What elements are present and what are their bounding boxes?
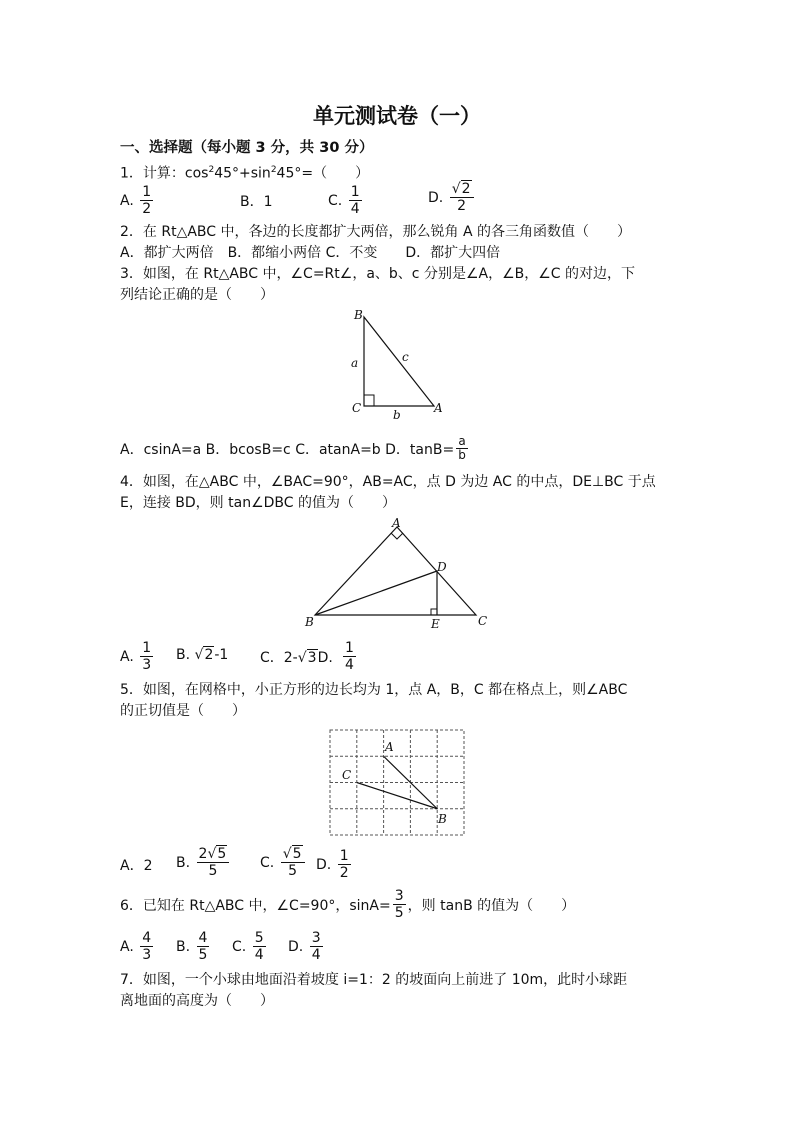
question-3-stem-line2: 列结论正确的是（ ）: [120, 287, 274, 303]
label-B: B: [305, 615, 314, 629]
question-3-figure: [340, 305, 460, 425]
question-4-figure: [300, 515, 500, 630]
segment-bd: [315, 571, 437, 615]
question-2-options: A．都扩大两倍 B．都缩小两倍 C．不变 D．都扩大四倍: [120, 245, 501, 261]
question-3-options: A．csinA=a B．bcosB=c C．atanA=b D．tanB= $\frac{a}{b}$: [120, 434, 466, 462]
question-6-option-b: B. $\frac{4}{5}$: [176, 930, 208, 963]
segment-cb: [357, 783, 437, 809]
right-angle-mark-e: [431, 609, 437, 615]
section-heading: 一、选择题（每小题 3 分，共 30 分）: [120, 140, 374, 156]
question-5-option-b: B. $\frac{2√5}{5}$: [176, 846, 231, 879]
label-A: A: [434, 401, 443, 415]
question-1-option-a: A. $\frac{1}{2}$: [120, 184, 152, 217]
question-7-stem-line1: 7．如图，一个小球由地面沿着坡度 i=1：2 的坡面向上前进了 10m，此时小球距: [120, 972, 628, 988]
label-C: C: [342, 768, 352, 782]
question-1-option-c: C. $\frac{1}{4}$: [328, 184, 360, 217]
label-A: A: [392, 516, 401, 530]
label-B: B: [438, 812, 447, 826]
label-D: D: [437, 560, 447, 574]
question-6-option-c: C. $\frac{5}{4}$: [232, 930, 264, 963]
question-5-option-d: D. $\frac{1}{2}$: [316, 848, 349, 881]
question-4-stem-line1: 4．如图，在△ABC 中，∠BAC=90°，AB=AC，点 D 为边 AC 的中点，DE⊥BC 于点: [120, 474, 656, 490]
label-c: c: [402, 350, 409, 364]
question-1-option-d: D. $\frac{√2}{2}$: [428, 181, 476, 214]
question-4-option-a: A. $\frac{1}{3}$: [120, 640, 152, 673]
label-E: E: [431, 617, 440, 631]
page-title: 单元测试卷（一）: [313, 103, 481, 128]
question-3-stem-line1: 3．如图，在 Rt△ABC 中，∠C=Rt∠，a、b、c 分别是∠A，∠B，∠C 的对边，下: [120, 266, 635, 282]
question-1-stem: 1．计算：$\cos^245^\circ+\sin^245^\circ=$（ ）: [120, 165, 370, 182]
question-5-option-c: C. $\frac{√5}{5}$: [260, 846, 307, 879]
question-6-stem: 6．已知在 Rt△ABC 中，∠C=90°，sinA= $\frac{3}{5}$ ，则 tanB 的值为（ ）: [120, 888, 576, 921]
question-5-figure: [325, 725, 475, 840]
right-triangle: [364, 317, 434, 406]
question-4-option-c: C．2-√3D.: [260, 650, 333, 666]
right-angle-mark: [364, 395, 374, 406]
triangle-abc: [315, 527, 476, 615]
question-2-stem: 2．在 Rt△ABC 中，各边的长度都扩大两倍，那么锐角 A 的各三角函数值（ ）: [120, 224, 631, 240]
label-a: a: [351, 356, 359, 370]
label-C: C: [478, 614, 488, 628]
question-4-option-d: $\frac{1}{4}$: [345, 640, 354, 673]
question-1-option-b: B．1: [240, 194, 273, 210]
label-C: C: [352, 401, 362, 415]
question-5-stem-line2: 的正切值是（ ）: [120, 703, 246, 719]
label-A: A: [385, 740, 394, 754]
question-6-option-a: A. $\frac{4}{3}$: [120, 930, 152, 963]
label-B: B: [354, 308, 363, 322]
question-4-option-b: B. √2-1: [176, 647, 229, 663]
question-7-stem-line2: 离地面的高度为（ ）: [120, 993, 274, 1009]
question-5-stem-line1: 5．如图，在网格中，小正方形的边长均为 1，点 A，B，C 都在格点上，则∠ABC: [120, 682, 628, 698]
question-4-stem-line2: E，连接 BD，则 tan∠DBC 的值为（ ）: [120, 495, 396, 511]
question-6-option-d: D. $\frac{3}{4}$: [288, 930, 321, 963]
right-angle-mark-a: [391, 533, 403, 539]
label-b: b: [393, 408, 401, 422]
question-5-option-a: A．2: [120, 858, 153, 874]
